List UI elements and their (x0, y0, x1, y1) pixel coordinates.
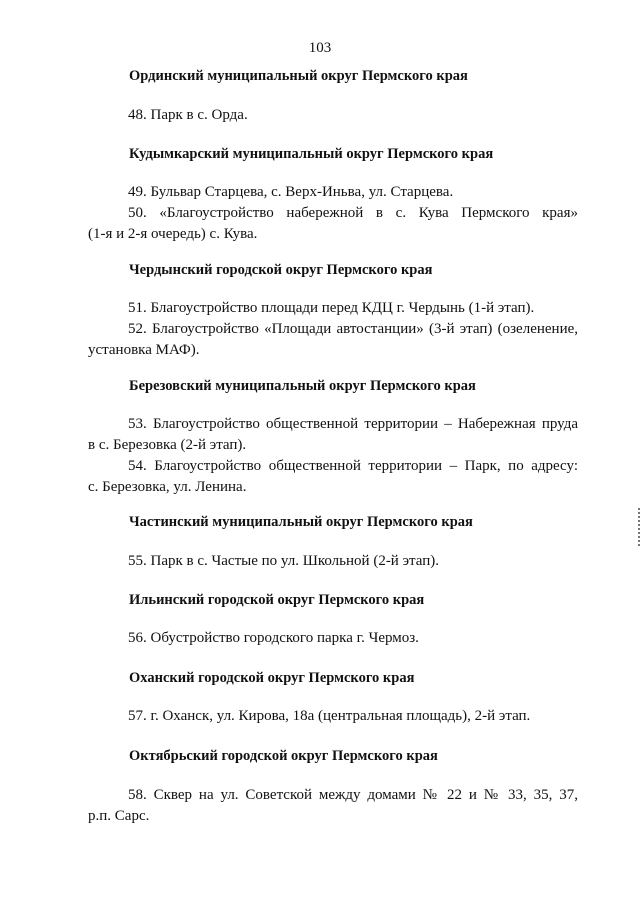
item-line: 55. Парк в с. Частые по ул. Школьной (2-й этап). (128, 553, 439, 569)
section-heading-berezovsky: Березовский муниципальный округ Пермского края (129, 378, 476, 394)
section-heading-chastinsky: Частинский муниципальный округ Пермского края (129, 514, 473, 530)
item-line: в с. Березовка (2-й этап). (88, 437, 247, 453)
list-item-58 (88, 785, 578, 827)
section-heading-ilyinsky: Ильинский городской округ Пермского края (129, 592, 425, 608)
list-item-57 (88, 706, 578, 727)
list-item-52 (88, 319, 578, 361)
list-item-50 (88, 203, 578, 245)
item-line: установка МАФ). (88, 342, 200, 358)
page-number: 103 (308, 40, 332, 56)
section-heading-okhansky: Оханский городской округ Пермского края (129, 670, 415, 686)
item-line: 50. «Благоустройство набережной в с. Кува Пермского края» (128, 205, 578, 221)
item-line: 52. Благоустройство «Площади автостанции» (3-й этап) (озеленение, (128, 321, 578, 337)
list-item-49 (88, 182, 578, 203)
list-item-55 (88, 551, 578, 572)
section-heading-ordinsky: Ординский муниципальный округ Пермского края (129, 68, 468, 84)
list-item-54 (88, 456, 578, 498)
item-line: 57. г. Оханск, ул. Кирова, 18а (центральная площадь), 2-й этап. (128, 708, 531, 724)
list-item-51 (88, 298, 578, 319)
list-item-53 (88, 414, 578, 456)
item-line: (1-я и 2-я очередь) с. Кува. (88, 226, 258, 242)
item-line: 53. Благоустройство общественной территории – Набережная пруда (128, 416, 578, 432)
section-heading-cherdynsky: Чердынский городской округ Пермского края (129, 262, 433, 278)
item-line: 51. Благоустройство площади перед КДЦ г. Чердынь (1-й этап). (128, 300, 535, 316)
item-line: 58. Сквер на ул. Советской между домами № 22 и № 33, 35, 37, (128, 787, 578, 803)
item-line: 48. Парк в с. Орда. (128, 107, 248, 123)
list-item-56 (88, 628, 578, 649)
item-line: р.п. Сарс. (88, 808, 150, 824)
section-heading-oktyabrsky: Октябрьский городской округ Пермского края (129, 748, 438, 764)
item-line: 54. Благоустройство общественной территории – Парк, по адресу: (128, 458, 578, 474)
item-line: 49. Бульвар Старцева, с. Верх-Иньва, ул. Старцева. (128, 184, 454, 200)
item-line: 56. Обустройство городского парка г. Чермоз. (128, 630, 419, 646)
section-heading-kudymkarsky: Кудымкарский муниципальный округ Пермского края (129, 146, 494, 162)
list-item-48 (88, 105, 578, 126)
item-line: с. Березовка, ул. Ленина. (88, 479, 247, 495)
